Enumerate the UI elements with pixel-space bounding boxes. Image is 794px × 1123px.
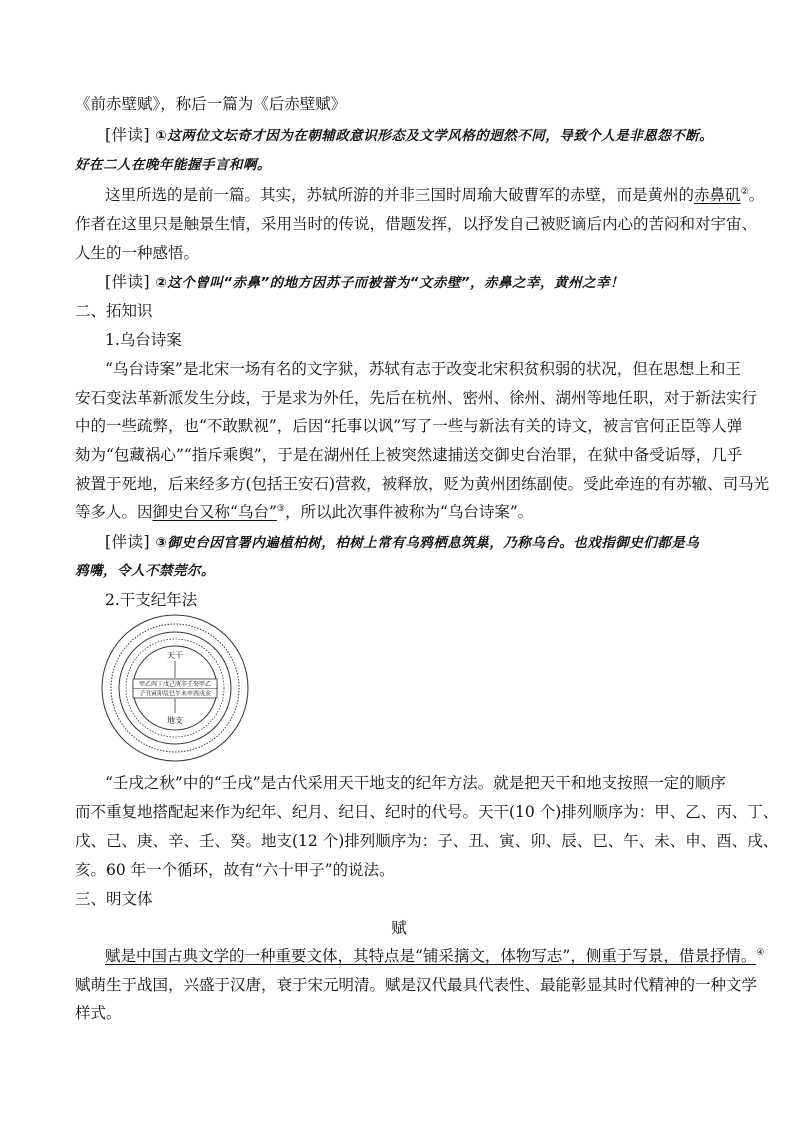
note-number: ③ xyxy=(155,535,168,551)
underlined-definition: 赋是中国古典文学的一种重要文体，其特点是“铺采摛文，体物写志”，侧重于写景，借景抒情。 xyxy=(105,947,757,965)
paragraph-line xyxy=(105,185,765,205)
paragraph-line: 样式。 xyxy=(75,1004,122,1022)
section-heading: 二、拓知识 xyxy=(75,302,153,320)
underlined-term: 赤鼻矶 xyxy=(694,186,741,204)
note-text: 这个曾叫“赤鼻”的地方因苏子而被誉为“文赤壁”，赤鼻之幸，黄州之幸！ xyxy=(167,275,625,291)
text-span: 。 xyxy=(748,186,765,204)
ganzhi-wheel-illustration xyxy=(100,613,250,763)
subsection-heading: 1.乌台诗案 xyxy=(105,331,182,349)
paragraph-line: 作者在这里只是触景生情，采用当时的传说，借题发挥，以抒发自己被贬谪后内心的苦闷和对宇宙、 xyxy=(75,215,758,233)
paragraph-line: 赋萌生于战国，兴盛于汉唐，衰于宋元明清。赋是汉代最具代表性、最能彰显其时代精神的一种文学 xyxy=(75,976,758,994)
wheel-row-heavenly-stems: 甲乙丙丁戊己庚辛壬癸甲乙 xyxy=(138,681,212,688)
note-tag: [伴读] xyxy=(105,273,151,291)
note-text: 御史台因官署内遍植柏树，柏树上常有乌鸦栖息筑巢，乃称乌台。也戏指御史们都是乌 xyxy=(167,535,700,551)
footnote-marker: ③ xyxy=(276,504,285,514)
reading-note-3-cont: 鸦嘴，令人不禁莞尔。 xyxy=(75,563,215,579)
reading-note-2 xyxy=(105,272,723,293)
wheel-label-top: 天干 xyxy=(167,651,183,660)
paragraph-line: 安石变法革新派发生分歧，于是求为外任，先后在杭州、密州、徐州、湖州等地任职，对于新法实行 xyxy=(75,389,758,407)
wheel-label-bottom: 地支 xyxy=(167,716,183,725)
note-tag: [伴读] xyxy=(105,126,151,144)
paragraph-line: “乌台诗案”是北宋一场有名的文字狱，苏轼有志于改变北宋积贫积弱的状况，但在思想上和王 xyxy=(105,360,741,378)
paragraph-line xyxy=(75,502,723,522)
underlined-term: 御史台又称“乌台” xyxy=(152,503,277,521)
paragraph-line xyxy=(105,946,765,966)
section-heading: 三、明文体 xyxy=(75,890,153,908)
paragraph-line: “壬戌之秋”中的“壬戌”是古代采用天干地支的纪年方法。就是把天干和地支按照一定的顺序 xyxy=(105,774,726,792)
reading-note-1-cont: 好在二人在晚年能握手言和啊。 xyxy=(75,157,271,173)
paragraph-line: 被置于死地，后来经多方(包括王安石)营救，被释放，贬为黄州团练副使。受此牵连的有苏辙、司马光 xyxy=(75,475,770,493)
note-number: ② xyxy=(155,275,168,291)
paragraph-line: 戊、己、庚、辛、壬、癸。地支(12 个)排列顺序为：子、丑、寅、卯、辰、巳、午、未、申、酉、戌、 xyxy=(75,832,779,850)
paragraph-line: 而不重复地搭配起来作为纪年、纪月、纪日、纪时的代号。天干(10 个)排列顺序为：甲、乙、丙、丁、 xyxy=(75,803,779,821)
text-span: 这里所选的是前一篇。其实，苏轼所游的并非三国时周瑜大破曹军的赤壁，而是黄州的 xyxy=(105,186,695,204)
note-number: ① xyxy=(155,128,168,144)
note-text: 这两位文坛奇才因为在朝辅政意识形态及文学风格的迥然不同，导致个人是非恩怨不断。 xyxy=(167,128,714,144)
paragraph-line: 中的一些疏弊，也“不敢默视”，后因“托事以讽”写了一些与新法有关的诗文，被言官何正臣等人弹 xyxy=(75,417,743,435)
reading-note-1 xyxy=(105,125,723,146)
subsection-heading: 2.干支纪年法 xyxy=(105,591,198,609)
paragraph-line: 人生的一种感悟。 xyxy=(75,244,200,262)
reading-note-3 xyxy=(105,532,723,553)
footnote-marker: ④ xyxy=(756,948,765,958)
paragraph-line: 劾为“包藏祸心”“指斥乘舆”，于是在湖州任上被突然逮捕送交御史台治罪，在狱中备受诟辱，几乎 xyxy=(75,446,743,464)
text-line: 《前赤壁赋》，称后一篇为《后赤壁赋》 xyxy=(75,95,347,113)
section-title: 赋 xyxy=(391,919,407,937)
footnote-marker: ② xyxy=(740,187,749,197)
wheel-row-earthly-branches: 子丑寅卯辰巳午未申酉戌亥 xyxy=(138,690,212,698)
paragraph-line: 亥。60 年一个循环，故有“六十甲子”的说法。 xyxy=(75,861,395,879)
text-span: ，所以此次事件被称为“乌台诗案”。 xyxy=(284,503,534,521)
note-tag: [伴读] xyxy=(105,533,151,551)
text-span: 等多人。因 xyxy=(75,503,153,521)
